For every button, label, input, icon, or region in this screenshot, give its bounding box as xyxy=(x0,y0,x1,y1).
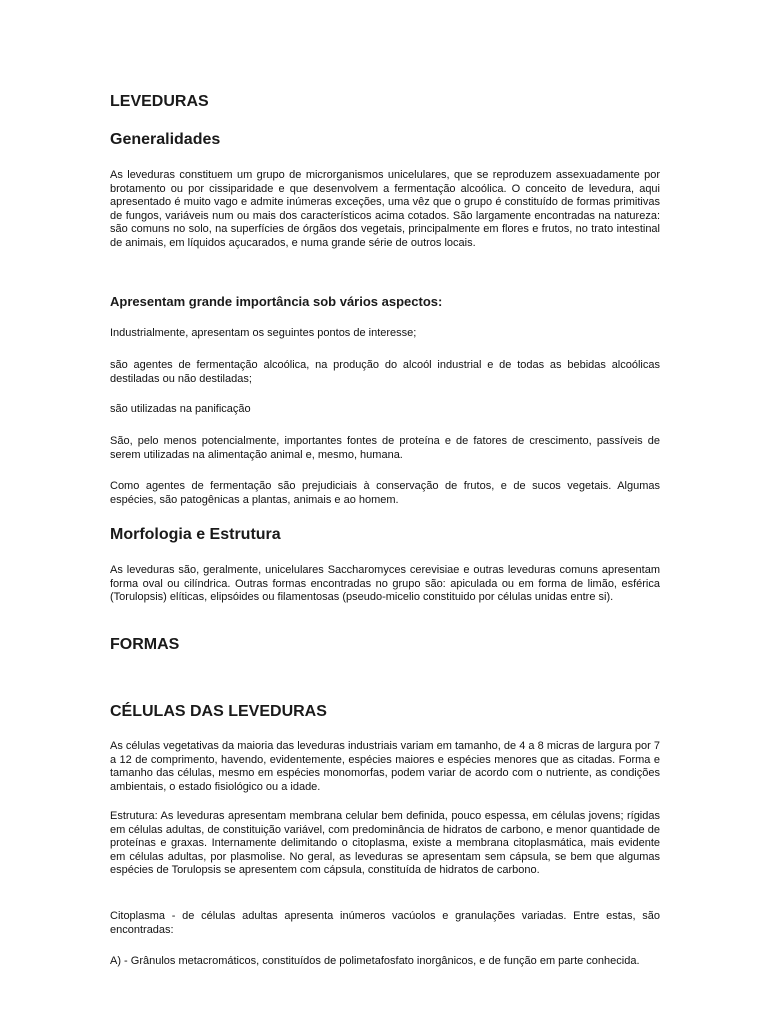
paragraph-generalidades: As leveduras constituem um grupo de microrganismos unicelulares, que se reproduzem assexuadamente por brotamento ou por cissiparidade e que desenvolvem a fermentação alcoólica. O conceito de levedura, aqui apresentado é muito vago e admite inúmeras exceções, uma vêz que o grupo é constituído de formas primitivas de fungos, variáveis num ou mais dos característicos acima cotados. São largamente encontradas na natureza: são comuns no solo, na superfícies de órgãos dos vegetais, principalmente em flores e frutos, no trato intestinal de animais, em líquidos açucarados, e numa grande série de outros locais. xyxy=(110,169,660,249)
paragraph-importancia-5: Como agentes de fermentação são prejudiciais à conservação de frutos, e de sucos vegetais. Algumas espécies, são patogênicas a plantas, animais e ao homem. xyxy=(110,480,660,506)
paragraph-importancia-2: são agentes de fermentação alcoólica, na produção do alcoól industrial e de todas as bebidas alcoólicas destiladas ou não destiladas; xyxy=(110,359,660,385)
paragraph-morfologia: As leveduras são, geralmente, unicelulares Saccharomyces cerevisiae e outras leveduras comuns apresentam forma oval ou cilíndrica. Outras formas encontradas no grupo são: apiculada ou em forma de limão, esférica (Torulopsis) elíticas, elipsóides ou filamentosas (pseudo-micelio constituido por células unidas entre si). xyxy=(110,564,660,603)
paragraph-granulos: A) - Grânulos metacromáticos, constituídos de polimetafosfato inorgânicos, e de função em parte conhecida. xyxy=(110,955,640,967)
document-title: LEVEDURAS xyxy=(110,93,209,110)
section-heading-morfologia: Morfologia e Estrutura xyxy=(110,526,281,543)
paragraph-citoplasma: Citoplasma - de células adultas apresenta inúmeros vacúolos e granulações variadas. Entre estas, são encontradas: xyxy=(110,910,660,936)
paragraph-estrutura: Estrutura: As leveduras apresentam membrana celular bem definida, pouco espessa, em células jovens; rígidas em células adultas, de constituição variável, com predominância de hidratos de carbono, e menor quantidade de proteínas e graxas. Internamente delimitando o citoplasma, existe a membrana citoplasmática, mais evidente em células adultas, por plasmolise. No geral, as leveduras se apresentam sem cápsula, se bem que algumas espécies de Torulopsis se apresentem com cápsula, constituída de hidratos de carbono. xyxy=(110,810,660,876)
subheading-importancia: Apresentam grande importância sob vários aspectos: xyxy=(110,294,443,309)
section-heading-formas: FORMAS xyxy=(110,636,180,653)
paragraph-importancia-1: Industrialmente, apresentam os seguintes pontos de interesse; xyxy=(110,327,417,339)
paragraph-celulas-1: As células vegetativas da maioria das leveduras industriais variam em tamanho, de 4 a 8 micras de largura por 7 a 12 de comprimento, havendo, evidentemente, espécies maiores e espécies menores que as citadas. Forma e tamanho das células, mesmo em espécies monomorfas, podem variar de acordo com o nutriente, as condições ambientais, o estado fisiológico ou a idade. xyxy=(110,740,660,793)
section-heading-celulas: CÉLULAS DAS LEVEDURAS xyxy=(110,703,327,720)
section-heading-generalidades: Generalidades xyxy=(110,131,221,148)
paragraph-importancia-4: São, pelo menos potencialmente, importantes fontes de proteína e de fatores de crescimento, passíveis de serem utilizadas na alimentação animal e, mesmo, humana. xyxy=(110,435,660,461)
paragraph-importancia-3: são utilizadas na panificação xyxy=(110,403,251,415)
